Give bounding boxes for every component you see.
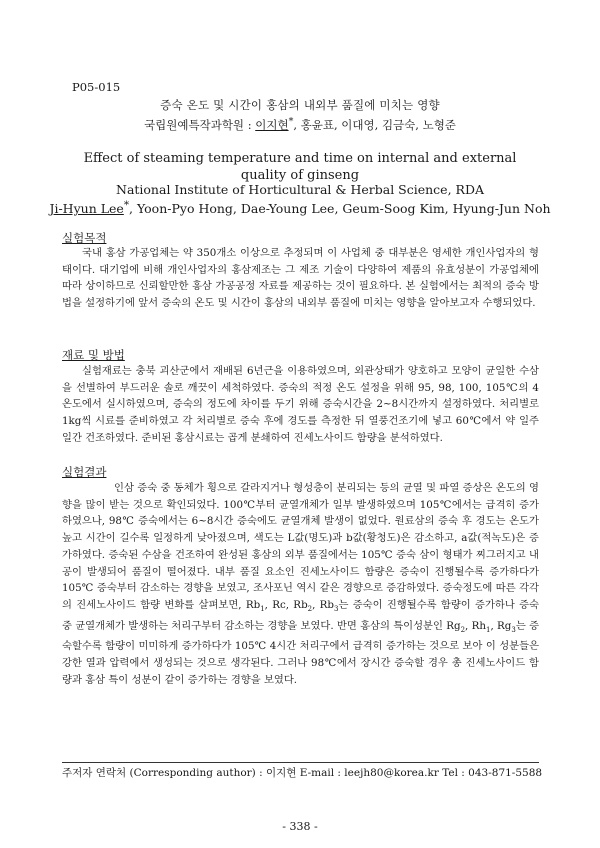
corresponding-mark-english: *: [123, 199, 130, 211]
section-heading-results: 실험결과: [62, 465, 107, 479]
institution-english: National Institute of Horticultural & Herbal Science, RDA: [116, 182, 484, 197]
results-text-6: , Rg: [490, 619, 512, 632]
abstract-code: P05-015: [72, 80, 121, 94]
subscript: 2: [307, 604, 313, 613]
purpose-paragraph: 국내 홍삼 가공업체는 약 350개소 이상으로 추정되며 이 사업체 중 대부분은 영세한 개인사업자의 형태이다. 대기업에 비해 개인사업자의 홍삼제조는 그 제조 기술이 다양하여 제품의 유효성분이 가공업체에 따라 상이하므로 신뢰할만한 홍삼 가공공정 자료를 제공하는 것이 필요하다. 본 실험에서는 최적의 증숙 방법을 설정하기에 앞서 증숙의 온도 및 시간이 홍삼의 내외부 품질에 미치는 영향을 알아보고자 수행되었다.: [62, 247, 539, 310]
subscript: 1: [486, 625, 491, 634]
subscript: 1: [260, 604, 265, 613]
coauthors-korean: , 홍윤표, 이대영, 김금숙, 노형준: [293, 117, 456, 132]
section-heading-purpose: 실험목적: [62, 231, 107, 245]
corresponding-mark: *: [288, 116, 294, 127]
corresponding-author-footer: 주저자 연락처 (Corresponding author) : 이지현 E-mail : leejh80@korea.kr Tel : 043-871-5588: [62, 767, 543, 779]
title-english: Effect of steaming temperature and time on internal and external quality of ginseng: [83, 151, 517, 183]
results-text-2: , Rc, Rb: [264, 598, 308, 611]
results-text-7: 는 증숙할수록 함량이 미미하게 증가하다가 105℃ 4시간 처리구에서 급격히 증가하는 것으로 보아 이 성분들은 강한 열과 압력에서 생성되는 것으로 생각된다. 그러나 98℃에서 장시간 증숙할 경우 총 진세노사이드 함량과 홍삼 특이 성분이 같이 증가하는 경향을 보였다.: [62, 619, 540, 686]
page-number: - 338 -: [282, 820, 318, 833]
presenting-author-korean: 이지현: [255, 117, 289, 132]
presenting-author-english: Ji-Hyun Lee: [49, 201, 124, 217]
subscript: 3: [511, 625, 516, 634]
results-text-4: 는 증숙이 진행될수록 함량이 증가하나 증숙 중 균열개체가 발생하는 처리구부터 감소하는 경향을 보였다. 반면 홍삼의 특이성분인 Rg: [62, 598, 539, 632]
results-text-5: , Rh: [465, 619, 486, 632]
authors-english: [0, 199, 600, 216]
authors-korean: [0, 116, 600, 133]
results-text-1: 인삼 증숙 중 동체가 횡으로 갈라지거나 형성층이 분리되는 등의 균열 및 파열 증상은 온도의 영향을 많이 받는 것으로 확인되었다. 100℃부터 균열개체가 일부 발생하였으며 105℃에서는 급격히 증가하였으나, 98℃ 증숙에서는 6~8시간 증숙에도 균열개체 발생이 없었다. 원료삼의 증숙 후 경도는 온도가 높고 시간이 길수록 일정하게 낮아졌으며, 색도는 L값(명도)과 b값(황청도)은 감소하고, a값(적녹도)은 증가하였다. 증숙된 수삼을 건조하여 완성된 홍삼의 외부 품질에서는 105℃ 증숙 삼이 형태가 찌그러지고 내공이 발생되어 품질이 떨어졌다. 내부 품질 요소인 진세노사이드 함량은 증숙이 진행될수록 증가하다가 105℃ 증숙부터 감소하는 경향을 보였고, 조사포닌 역시 같은 경향으로 증감하였다. 증숙정도에 따른 각각의 진세노사이드 함량 변화를 살펴보면, Rb: [62, 482, 539, 611]
institution-korean: 국립원예특작과학원 :: [144, 117, 256, 132]
methods-paragraph: 실험재료는 충북 괴산군에서 재배된 6년근을 이용하였으며, 외관상태가 양호하고 모양이 균일한 수삼을 선별하여 부드러운 솔로 깨끗이 세척하였다. 증숙의 적정 온도 설정을 위해 95, 98, 100, 105℃의 4 온도에서 실시하였으며, 증숙의 정도에 차이를 두기 위해 증숙시간을 2~8시간까지 설정하였다. 처리별로 1kg씩 시료를 준비하였고 각 처리별로 증숙 후에 경도를 측정한 뒤 열풍건조기에 넣고 60℃에서 약 일주일간 건조하였다. 준비된 홍삼시료는 곱게 분쇄하여 진세노사이드 함량을 분석하였다.: [62, 365, 539, 444]
subscript: 3: [334, 604, 339, 613]
results-text-3: , Rb: [312, 598, 335, 611]
title-korean: 증숙 온도 및 시간이 홍삼의 내외부 품질에 미치는 영향: [160, 98, 440, 112]
section-heading-methods: 재료 및 방법: [62, 348, 125, 362]
coauthors-english: , Yoon-Pyo Hong, Dae-Young Lee, Geum-Soog Kim, Hyung-Jun Noh: [129, 201, 551, 217]
subscript: 2: [460, 625, 466, 634]
results-paragraph: [62, 480, 539, 689]
footer-divider: [62, 762, 539, 763]
